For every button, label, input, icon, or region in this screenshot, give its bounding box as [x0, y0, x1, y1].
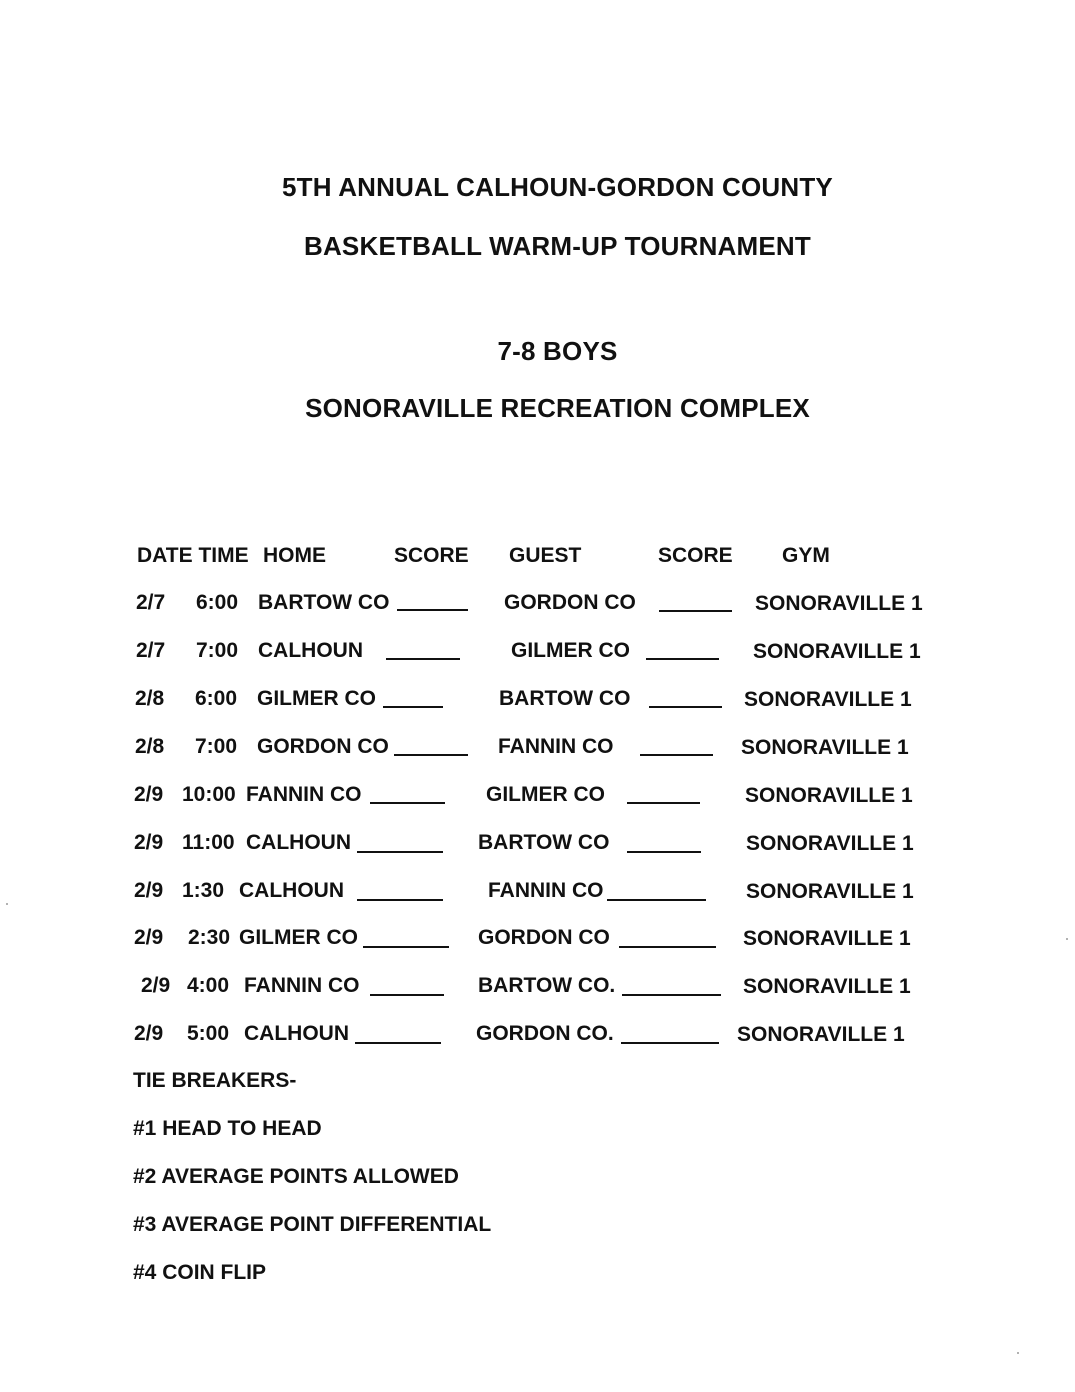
- gym-name: SONORAVILLE 1: [741, 736, 909, 759]
- header-guest: GUEST: [509, 544, 582, 567]
- game-date: 2/8: [135, 735, 165, 758]
- guest-team: BARTOW CO.: [478, 974, 616, 997]
- tournament-subtitle: BASKETBALL WARM-UP TOURNAMENT: [303, 231, 811, 261]
- home-team: CALHOUN: [244, 1022, 349, 1045]
- header-date-time: DATE TIME: [137, 544, 249, 567]
- guest-team: FANNIN CO: [488, 879, 604, 902]
- gym-name: SONORAVILLE 1: [746, 880, 914, 903]
- tournament-title: 5TH ANNUAL CALHOUN-GORDON COUNTY: [282, 172, 833, 202]
- guest-score-blank: [627, 851, 701, 853]
- guest-score-blank: [622, 994, 721, 996]
- home-team: FANNIN CO: [244, 974, 360, 997]
- scan-speck: [1066, 938, 1068, 940]
- gym-name: SONORAVILLE 1: [745, 784, 913, 807]
- guest-team: GILMER CO: [486, 783, 605, 806]
- division-label: 7-8 BOYS: [497, 336, 618, 366]
- tie-breaker-item: #3 AVERAGE POINT DIFFERENTIAL: [133, 1213, 492, 1236]
- guest-team: GORDON CO: [504, 591, 636, 614]
- guest-team: GORDON CO: [478, 926, 610, 949]
- header-guest-score: SCORE: [658, 544, 733, 567]
- game-time: 10:00: [182, 783, 236, 806]
- guest-score-blank: [649, 706, 722, 708]
- game-date: 2/9: [134, 926, 164, 949]
- game-time: 6:00: [196, 591, 239, 614]
- home-team: GILMER CO: [257, 687, 376, 710]
- home-team: CALHOUN: [239, 879, 344, 902]
- header-home: HOME: [263, 544, 326, 567]
- game-time: 5:00: [187, 1022, 230, 1045]
- gym-name: SONORAVILLE 1: [744, 688, 912, 711]
- home-score-blank: [363, 946, 449, 948]
- tie-breaker-item: #4 COIN FLIP: [133, 1261, 267, 1284]
- tie-breaker-item: #1 HEAD TO HEAD: [133, 1117, 322, 1140]
- game-date: 2/9: [141, 974, 171, 997]
- tie-breakers-heading: TIE BREAKERS-: [133, 1069, 297, 1092]
- game-date: 2/9: [134, 879, 164, 902]
- guest-team: BARTOW CO: [499, 687, 631, 710]
- home-score-blank: [370, 994, 444, 996]
- game-date: 2/8: [135, 687, 165, 710]
- gym-name: SONORAVILLE 1: [753, 640, 921, 663]
- home-team: CALHOUN: [258, 639, 363, 662]
- gym-name: SONORAVILLE 1: [746, 832, 914, 855]
- home-team: CALHOUN: [246, 831, 351, 854]
- guest-score-blank: [659, 610, 732, 612]
- guest-score-blank: [607, 899, 706, 901]
- home-score-blank: [383, 706, 443, 708]
- game-time: 1:30: [182, 879, 225, 902]
- home-score-blank: [397, 609, 468, 611]
- scan-speck: [6, 903, 8, 905]
- gym-name: SONORAVILLE 1: [737, 1023, 905, 1046]
- guest-score-blank: [640, 754, 713, 756]
- guest-score-blank: [646, 658, 719, 660]
- game-time: 7:00: [195, 735, 238, 758]
- home-score-blank: [355, 1042, 441, 1044]
- home-team: BARTOW CO: [258, 591, 390, 614]
- guest-team: GILMER CO: [511, 639, 630, 662]
- guest-team: FANNIN CO: [498, 735, 614, 758]
- home-team: GORDON CO: [257, 735, 389, 758]
- home-team: GILMER CO: [239, 926, 358, 949]
- game-date: 2/9: [134, 1022, 164, 1045]
- game-time: 2:30: [188, 926, 231, 949]
- gym-name: SONORAVILLE 1: [755, 592, 923, 615]
- guest-score-blank: [619, 946, 716, 948]
- game-date: 2/7: [136, 591, 166, 614]
- home-score-blank: [386, 658, 460, 660]
- home-score-blank: [394, 754, 468, 756]
- game-time: 11:00: [182, 831, 235, 854]
- game-time: 4:00: [187, 974, 230, 997]
- scan-speck: [1017, 1352, 1019, 1354]
- game-date: 2/9: [134, 783, 164, 806]
- venue-label: SONORAVILLE RECREATION COMPLEX: [305, 393, 810, 423]
- guest-team: BARTOW CO: [478, 831, 610, 854]
- home-score-blank: [357, 851, 443, 853]
- home-score-blank: [357, 899, 443, 901]
- home-team: FANNIN CO: [246, 783, 362, 806]
- guest-score-blank: [621, 1042, 719, 1044]
- game-date: 2/7: [136, 639, 166, 662]
- game-time: 6:00: [195, 687, 238, 710]
- gym-name: SONORAVILLE 1: [743, 975, 911, 998]
- tie-breaker-item: #2 AVERAGE POINTS ALLOWED: [133, 1165, 459, 1188]
- header-gym: GYM: [782, 544, 830, 567]
- header-home-score: SCORE: [394, 544, 469, 567]
- game-date: 2/9: [134, 831, 164, 854]
- guest-score-blank: [627, 802, 700, 804]
- home-score-blank: [370, 802, 445, 804]
- gym-name: SONORAVILLE 1: [743, 927, 911, 950]
- game-time: 7:00: [196, 639, 239, 662]
- guest-team: GORDON CO.: [476, 1022, 614, 1045]
